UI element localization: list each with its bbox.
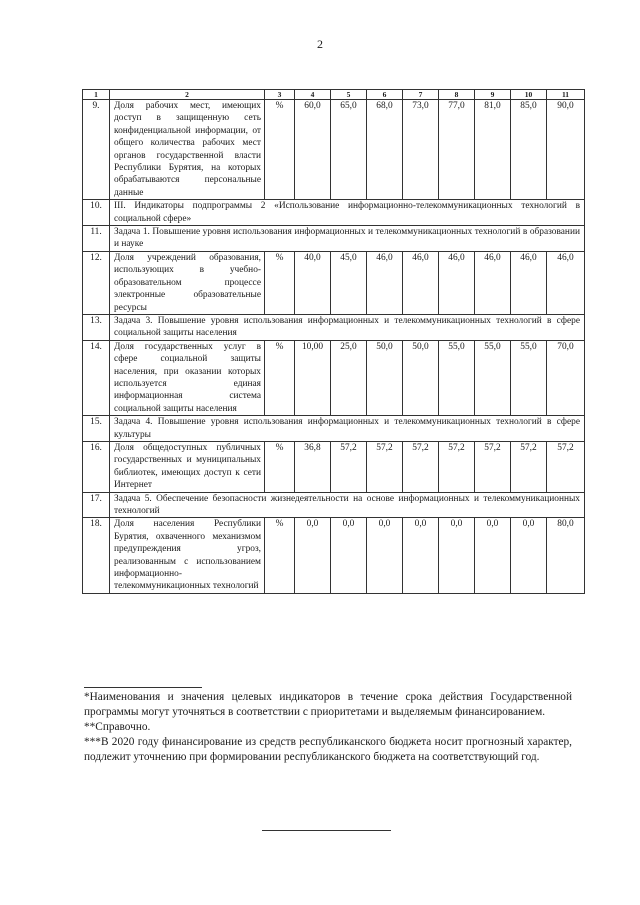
column-header: 3	[265, 90, 295, 100]
value-cell: 45,0	[331, 251, 367, 314]
section-row	[83, 314, 585, 340]
value-cell: 0,0	[475, 518, 511, 593]
indicator-name: Доля общедоступных публичных государственных и муниципальных библиотек, имеющих доступ к сети Интернет	[110, 441, 265, 492]
footnote: ***В 2020 году финансирование из средств республиканского бюджета носит прогнозный характер, подлежит уточнению при формировании республиканского бюджета на соответствующий год.	[84, 736, 572, 763]
value-cell: 57,2	[403, 441, 439, 492]
column-header: 9	[475, 90, 511, 100]
footnotes	[84, 690, 572, 765]
value-cell: 0,0	[511, 518, 547, 593]
indicator-name: Доля учреждений образования, использующих в учебно-образовательном процессе электронные образовательные ресурсы	[110, 251, 265, 314]
value-cell: 55,0	[511, 340, 547, 415]
value-cell: 57,2	[475, 441, 511, 492]
section-row	[83, 226, 585, 252]
section-title: Задача 1. Повышение уровня использования информационных и телекоммуникационных технологий в образовании и науке	[110, 226, 585, 252]
section-title: Задача 5. Обеспечение безопасности жизнедеятельности на основе информационных и телекоммуникационных технологий	[110, 492, 585, 518]
row-number: 9.	[83, 100, 110, 200]
row-number: 16.	[83, 441, 110, 492]
value-cell: 57,2	[547, 441, 585, 492]
unit-cell: %	[265, 100, 295, 200]
value-cell: 90,0	[547, 100, 585, 200]
value-cell: 0,0	[403, 518, 439, 593]
value-cell: 80,0	[547, 518, 585, 593]
value-cell: 57,2	[511, 441, 547, 492]
indicator-row	[83, 340, 585, 415]
column-header: 11	[547, 90, 585, 100]
section-row	[83, 492, 585, 518]
value-cell: 73,0	[403, 100, 439, 200]
value-cell: 57,2	[331, 441, 367, 492]
indicator-name: Доля рабочих мест, имеющих доступ в защищенную сеть конфиденциальной информации, от общего количества рабочих мест органов государственной власти Республики Бурятия, на которых обрабатываются персональные данные	[110, 100, 265, 200]
column-header: 10	[511, 90, 547, 100]
value-cell: 60,0	[295, 100, 331, 200]
value-cell: 46,0	[475, 251, 511, 314]
value-cell: 77,0	[439, 100, 475, 200]
value-cell: 55,0	[439, 340, 475, 415]
value-cell: 46,0	[367, 251, 403, 314]
value-cell: 46,0	[547, 251, 585, 314]
column-header: 8	[439, 90, 475, 100]
value-cell: 36,8	[295, 441, 331, 492]
indicator-row	[83, 441, 585, 492]
end-divider	[262, 830, 391, 831]
section-title: Задача 4. Повышение уровня использования информационных и телекоммуникационных технологий в сфере культуры	[110, 416, 585, 442]
value-cell: 50,0	[403, 340, 439, 415]
value-cell: 57,2	[439, 441, 475, 492]
value-cell: 81,0	[475, 100, 511, 200]
column-header: 1	[83, 90, 110, 100]
footnote: *Наименования и значения целевых индикаторов в течение срока действия Государственной программы могут уточняться в соответствии с приоритетами и выделяемым финансированием.	[84, 691, 572, 718]
value-cell: 0,0	[367, 518, 403, 593]
value-cell: 50,0	[367, 340, 403, 415]
row-number: 15.	[83, 416, 110, 442]
value-cell: 70,0	[547, 340, 585, 415]
value-cell: 0,0	[331, 518, 367, 593]
value-cell: 10,00	[295, 340, 331, 415]
indicator-row	[83, 518, 585, 593]
value-cell: 46,0	[511, 251, 547, 314]
row-number: 10.	[83, 200, 110, 226]
indicator-row	[83, 100, 585, 200]
section-title: III. Индикаторы подпрограммы 2 «Использование информационно-телекоммуникационных технологий в социальной сфере»	[110, 200, 585, 226]
indicator-name: Доля населения Республики Бурятия, охваченного механизмом предупреждения угроз, реализованным с использованием информационно-телекоммуникационных технологий	[110, 518, 265, 593]
value-cell: 46,0	[439, 251, 475, 314]
value-cell: 0,0	[439, 518, 475, 593]
section-row	[83, 416, 585, 442]
value-cell: 55,0	[475, 340, 511, 415]
row-number: 11.	[83, 226, 110, 252]
value-cell: 40,0	[295, 251, 331, 314]
column-header: 4	[295, 90, 331, 100]
column-header: 5	[331, 90, 367, 100]
row-number: 14.	[83, 340, 110, 415]
table-header-row	[83, 90, 585, 100]
row-number: 13.	[83, 314, 110, 340]
unit-cell: %	[265, 518, 295, 593]
value-cell: 68,0	[367, 100, 403, 200]
unit-cell: %	[265, 340, 295, 415]
section-title: Задача 3. Повышение уровня использования информационных и телекоммуникационных технологий в сфере социальной защиты населения	[110, 314, 585, 340]
value-cell: 85,0	[511, 100, 547, 200]
value-cell: 46,0	[403, 251, 439, 314]
value-cell: 65,0	[331, 100, 367, 200]
footnote: **Справочно.	[84, 721, 151, 733]
row-number: 12.	[83, 251, 110, 314]
row-number: 18.	[83, 518, 110, 593]
column-header: 2	[110, 90, 265, 100]
indicator-row	[83, 251, 585, 314]
value-cell: 0,0	[295, 518, 331, 593]
value-cell: 25,0	[331, 340, 367, 415]
indicator-name: Доля государственных услуг в сфере социальной защиты населения, при оказании которых используется единая информационная система социальной защиты населения	[110, 340, 265, 415]
value-cell: 57,2	[367, 441, 403, 492]
unit-cell: %	[265, 251, 295, 314]
footnote-divider	[84, 687, 202, 688]
column-header: 6	[367, 90, 403, 100]
row-number: 17.	[83, 492, 110, 518]
page-number: 2	[317, 37, 323, 51]
indicators-table	[82, 89, 585, 594]
unit-cell: %	[265, 441, 295, 492]
column-header: 7	[403, 90, 439, 100]
section-row	[83, 200, 585, 226]
